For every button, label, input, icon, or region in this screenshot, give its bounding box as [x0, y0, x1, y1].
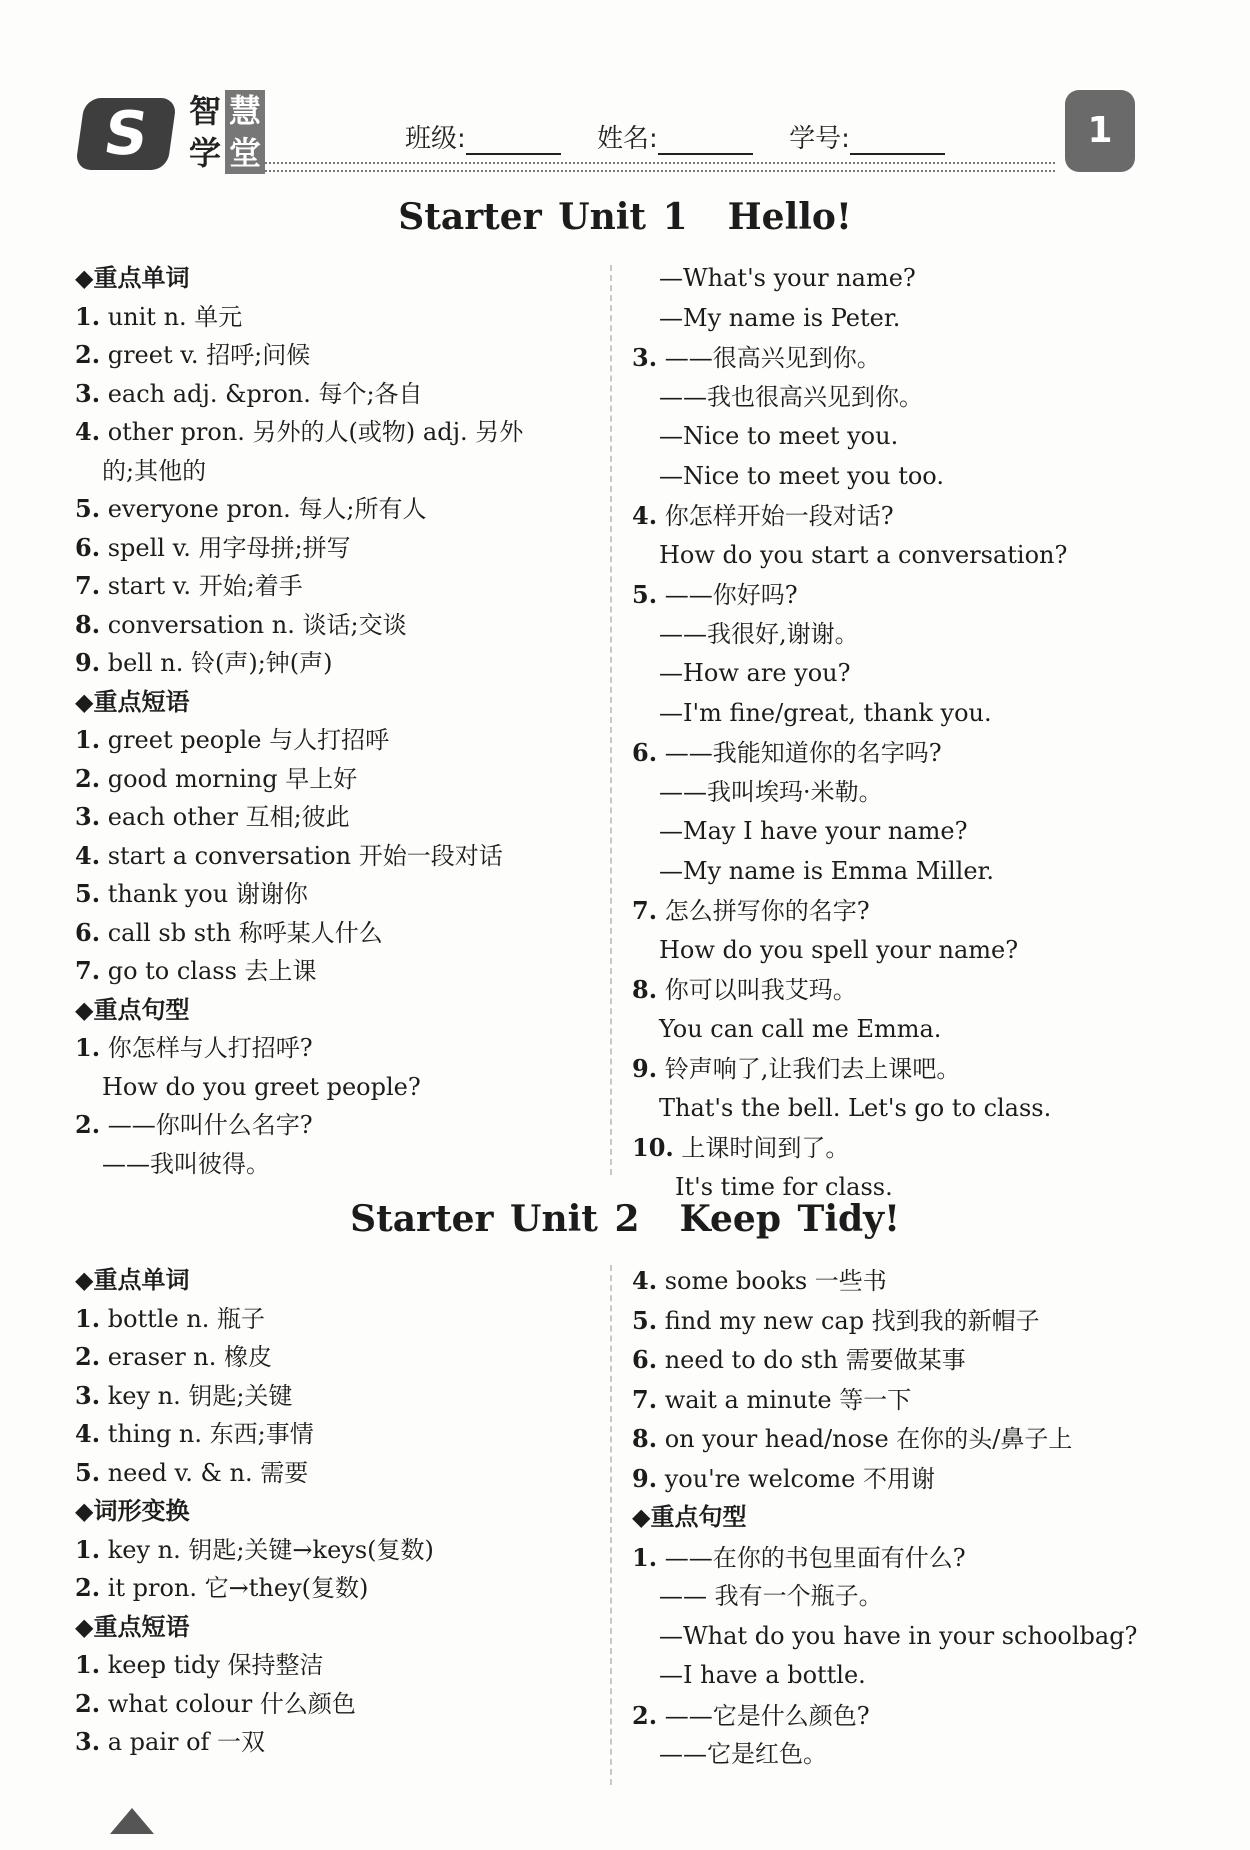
list-item — [632, 1049, 1067, 1089]
item-text: you're welcome 不用谢 — [664, 1464, 935, 1493]
list-item — [632, 654, 1067, 694]
item-text: ——在你的书包里面有什么? — [664, 1543, 966, 1572]
unit2-right-column — [632, 1261, 1137, 1775]
item-number: 2. — [75, 763, 101, 793]
column-divider — [610, 265, 612, 1175]
item-text: unit n. 单元 — [107, 302, 243, 331]
item-text: ——我也很高兴见到你。 — [659, 382, 923, 411]
list-item — [75, 1029, 523, 1068]
column-divider — [610, 1265, 612, 1785]
item-text: spell v. 用字母拼;拼写 — [107, 533, 351, 562]
student-number-blank[interactable] — [850, 129, 945, 155]
item-text: find my new cap 找到我的新帽子 — [664, 1306, 1040, 1335]
item-text: 你怎样与人打招呼? — [107, 1034, 313, 1062]
list-item — [632, 1459, 1137, 1499]
item-text: on your head/nose 在你的头/鼻子上 — [664, 1425, 1073, 1453]
list-item — [75, 1454, 434, 1493]
item-number: 1. — [75, 1033, 101, 1062]
item-text: You can call me Emma. — [659, 1014, 942, 1043]
item-text: key n. 钥匙;关键→keys(复数) — [107, 1535, 434, 1564]
brand-char: 堂 — [225, 132, 265, 174]
header-divider — [265, 162, 1055, 172]
list-item — [75, 644, 523, 683]
list-item — [75, 567, 523, 606]
item-text: How do you spell your name? — [659, 935, 1019, 964]
item-text: everyone pron. 每人;所有人 — [107, 495, 427, 523]
item-text: bottle n. 瓶子 — [107, 1304, 266, 1333]
list-item — [632, 1538, 1137, 1578]
item-number: 9. — [75, 648, 101, 677]
item-number: 5. — [75, 879, 101, 908]
unit2-left-column — [75, 1261, 434, 1762]
list-item — [75, 1646, 434, 1685]
list-item — [75, 1068, 523, 1107]
item-text: conversation n. 谈话;交谈 — [107, 610, 407, 639]
item-number: 9. — [632, 1054, 658, 1083]
item-number: 7. — [75, 956, 101, 985]
item-text: —What do you have in your schoolbag? — [659, 1621, 1138, 1650]
item-text: —What's your name? — [659, 264, 916, 292]
unit1-right-column — [632, 259, 1067, 1207]
section-heading: ◆重点短语 — [75, 687, 190, 716]
item-text: How do you start a conversation? — [659, 540, 1068, 569]
list-item — [75, 452, 523, 491]
list-item — [632, 970, 1067, 1010]
list-item — [632, 1301, 1137, 1341]
item-number: 10. — [632, 1133, 674, 1162]
triangle-icon — [110, 1808, 154, 1834]
unit2-subtitle-text: Keep Tidy! — [679, 1198, 900, 1240]
unit1-left-column — [75, 259, 523, 1183]
item-number: 3. — [75, 802, 101, 831]
item-number: 6. — [75, 917, 101, 947]
item-text: 上课时间到了。 — [681, 1134, 850, 1162]
item-text: each adj. &pron. 每个;各自 — [107, 379, 423, 408]
list-item — [632, 575, 1067, 615]
item-text: greet v. 招呼;问候 — [107, 341, 311, 369]
student-info-fields — [405, 118, 973, 155]
item-text: greet people 与人打招呼 — [107, 726, 390, 754]
list-item — [75, 1300, 434, 1339]
list-item — [632, 812, 1067, 852]
item-number: 1. — [75, 1303, 101, 1333]
page-header — [70, 90, 1150, 180]
item-text: —May I have your name? — [659, 817, 968, 845]
list-item — [75, 760, 523, 799]
list-item — [75, 1377, 434, 1416]
item-number: 3. — [75, 1380, 101, 1410]
list-item — [75, 798, 523, 837]
list-item — [75, 1338, 434, 1377]
item-number: 1. — [75, 1534, 101, 1564]
item-text: ——我叫埃玛·米勒。 — [659, 777, 883, 806]
list-item — [632, 1261, 1137, 1301]
list-item — [75, 1415, 434, 1454]
item-text: —Nice to meet you. — [659, 422, 899, 450]
item-text: good morning 早上好 — [107, 764, 358, 793]
class-label: 班级: — [405, 124, 466, 154]
item-text: call sb sth 称呼某人什么 — [107, 918, 383, 947]
section-heading: ◆词形变换 — [75, 1497, 190, 1525]
item-text: a pair of 一双 — [107, 1728, 266, 1756]
item-text: —My name is Peter. — [659, 303, 901, 332]
list-item — [75, 336, 523, 375]
list-item — [632, 615, 1067, 655]
item-number: 4. — [75, 417, 101, 446]
list-item — [75, 837, 523, 876]
item-number: 7. — [75, 571, 101, 600]
item-text: keep tidy 保持整洁 — [107, 1651, 324, 1679]
item-text: start v. 开始;着手 — [107, 572, 303, 600]
item-text: ——你叫什么名字? — [107, 1111, 313, 1139]
item-number: 7. — [632, 1384, 658, 1414]
item-text: bell n. 铃(声);钟(声) — [107, 649, 333, 677]
item-number: 3. — [75, 378, 101, 408]
list-item — [75, 914, 523, 953]
section-heading: ◆重点短语 — [75, 1612, 190, 1641]
item-text: That's the bell. Let's go to class. — [659, 1093, 1052, 1122]
item-text: —I have a bottle. — [659, 1661, 866, 1689]
item-text: ——它是什么颜色? — [664, 1701, 870, 1730]
section-heading: ◆重点单词 — [75, 264, 190, 292]
list-item — [75, 1145, 523, 1184]
item-text: ——很高兴见到你。 — [664, 344, 881, 372]
item-text: eraser n. 橡皮 — [107, 1343, 273, 1371]
class-blank[interactable] — [466, 129, 561, 155]
item-text: 你怎样开始一段对话? — [664, 502, 894, 530]
item-number: 4. — [632, 1266, 658, 1295]
list-item — [632, 1617, 1137, 1657]
list-item — [75, 1569, 434, 1608]
section-heading: ◆重点句型 — [75, 995, 190, 1024]
list-item — [632, 1419, 1137, 1459]
list-item — [75, 952, 523, 991]
item-text: How do you greet people? — [102, 1072, 421, 1101]
list-item — [632, 1380, 1137, 1420]
item-text: start a conversation 开始一段对话 — [107, 841, 503, 870]
item-number: 2. — [75, 340, 101, 369]
list-item — [632, 496, 1067, 536]
brand-name — [185, 90, 265, 174]
item-number: 7. — [632, 896, 658, 925]
item-text: each other 互相;彼此 — [107, 803, 350, 831]
item-text: other pron. 另外的人(或物) adj. 另外 — [107, 418, 524, 446]
brand-char: 学 — [188, 134, 221, 172]
list-item — [632, 457, 1067, 497]
item-text: need v. & n. 需要 — [107, 1458, 309, 1487]
unit1-subtitle-text: Hello! — [727, 196, 852, 238]
item-number: 5. — [75, 1457, 101, 1487]
list-item — [632, 733, 1067, 773]
item-text: it pron. 它→they(复数) — [107, 1574, 369, 1602]
list-item — [632, 1089, 1067, 1129]
list-item — [632, 694, 1067, 734]
list-item — [632, 1010, 1067, 1050]
list-item — [75, 1106, 523, 1145]
list-item — [632, 852, 1067, 892]
item-number: 4. — [632, 501, 658, 530]
item-text: —Nice to meet you too. — [659, 461, 944, 490]
item-number: 6. — [632, 738, 658, 767]
item-text: key n. 钥匙;关键 — [107, 1381, 293, 1410]
item-text: ——它是红色。 — [659, 1740, 827, 1768]
list-item — [632, 378, 1067, 418]
list-item — [75, 490, 523, 529]
name-blank[interactable] — [658, 129, 753, 155]
list-item — [632, 891, 1067, 931]
item-number: 9. — [632, 1463, 658, 1493]
item-number: 1. — [75, 301, 101, 331]
item-number: 6. — [632, 1345, 658, 1374]
item-number: 8. — [632, 1424, 658, 1453]
item-number: 1. — [632, 1542, 658, 1572]
section-heading: ◆重点句型 — [632, 1503, 747, 1531]
unit2-title — [0, 1198, 1250, 1240]
item-text: wait a minute 等一下 — [664, 1385, 912, 1414]
item-text: —My name is Emma Miller. — [659, 856, 994, 885]
list-item — [632, 1735, 1137, 1775]
item-text: ——我能知道你的名字吗? — [664, 739, 942, 767]
item-text: 铃声响了,让我们去上课吧。 — [664, 1055, 961, 1083]
item-number: 2. — [75, 1110, 101, 1139]
list-item — [632, 1128, 1067, 1168]
item-text: —How are you? — [659, 659, 851, 687]
item-text: 你可以叫我艾玛。 — [664, 976, 857, 1004]
list-item — [75, 413, 523, 452]
page-number: 1 — [1065, 90, 1135, 172]
item-text: —— 我有一个瓶子。 — [659, 1582, 883, 1610]
item-text: thing n. 东西;事情 — [107, 1420, 314, 1448]
item-number: 3. — [75, 1727, 101, 1756]
item-number: 4. — [75, 840, 101, 870]
item-number: 2. — [75, 1573, 101, 1602]
name-label: 姓名: — [597, 124, 658, 154]
item-number: 8. — [75, 609, 101, 639]
list-item — [632, 536, 1067, 576]
item-text: 怎么拼写你的名字? — [664, 897, 870, 925]
item-number: 3. — [632, 343, 658, 372]
item-number: 5. — [632, 1305, 658, 1335]
list-item — [632, 773, 1067, 813]
brand-char: 慧 — [225, 90, 265, 132]
list-item — [632, 299, 1067, 339]
item-text: ——我很好,谢谢。 — [659, 619, 859, 648]
list-item — [75, 875, 523, 914]
item-number: 1. — [75, 1650, 101, 1679]
item-text: —I'm fine/great, thank you. — [659, 698, 992, 727]
item-number: 8. — [632, 975, 658, 1004]
item-text: go to class 去上课 — [107, 957, 317, 985]
list-item — [75, 1723, 434, 1762]
list-item — [75, 375, 523, 414]
item-number: 6. — [75, 532, 101, 562]
unit1-title — [0, 196, 1250, 238]
item-text: need to do sth 需要做某事 — [664, 1346, 966, 1374]
brand-char: 智 — [188, 92, 221, 130]
list-item — [75, 1685, 434, 1724]
list-item — [632, 417, 1067, 457]
list-item — [75, 606, 523, 645]
item-number: 5. — [632, 580, 658, 609]
item-text: It's time for class. — [675, 1172, 893, 1201]
section-heading: ◆重点单词 — [75, 1266, 190, 1294]
list-item — [75, 298, 523, 337]
list-item — [75, 1531, 434, 1570]
item-text: ——你好吗? — [664, 581, 798, 609]
item-text: ——我叫彼得。 — [102, 1149, 270, 1178]
item-text: 的;其他的 — [102, 456, 207, 485]
item-text: what colour 什么颜色 — [107, 1689, 356, 1718]
list-item — [632, 259, 1067, 299]
list-item — [632, 1656, 1137, 1696]
list-item — [632, 1577, 1137, 1617]
item-number: 4. — [75, 1419, 101, 1448]
item-number: 2. — [75, 1342, 101, 1371]
item-number: 2. — [75, 1688, 101, 1718]
unit2-title-text: Starter Unit 2 — [350, 1198, 640, 1240]
unit1-title-text: Starter Unit 1 — [398, 196, 688, 238]
list-item — [632, 338, 1067, 378]
item-number: 1. — [75, 725, 101, 754]
logo-icon: S — [75, 98, 177, 170]
student-number-label: 学号: — [789, 124, 850, 154]
list-item — [632, 1696, 1137, 1736]
item-text: some books 一些书 — [664, 1267, 887, 1295]
item-number: 2. — [632, 1700, 658, 1730]
item-text: thank you 谢谢你 — [107, 880, 308, 908]
list-item — [75, 529, 523, 568]
item-number: 5. — [75, 494, 101, 523]
list-item — [632, 931, 1067, 971]
list-item — [75, 721, 523, 760]
list-item — [632, 1340, 1137, 1380]
